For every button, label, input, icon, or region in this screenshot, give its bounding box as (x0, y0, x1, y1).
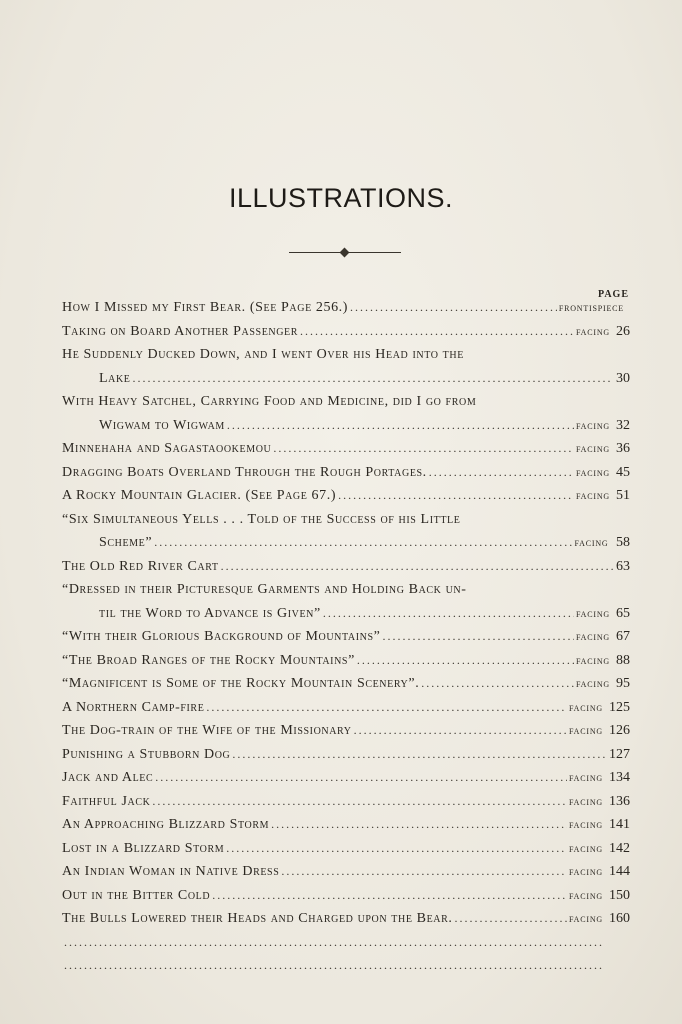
entry-position: facing (574, 535, 609, 549)
entry-title-line-2: til the Word to Advance is Given” (99, 605, 321, 621)
entry-title: Faithful Jack (62, 793, 151, 809)
entry-title: Lost in a Blizzard Storm (62, 840, 225, 856)
leader-dots (421, 672, 574, 696)
list-item (62, 320, 630, 344)
list-item (62, 437, 630, 461)
entry-title: “The Broad Ranges of the Rocky Mountains” (62, 652, 355, 668)
entry-page: 32 (616, 417, 630, 433)
entry-page: 134 (609, 770, 630, 785)
leader-dots (133, 367, 611, 391)
entry-title: The Bulls Lowered their Heads and Charged upon the Bear. (62, 911, 453, 926)
list-item (62, 343, 630, 390)
entry-title: Jack and Alec (62, 770, 154, 785)
entry-page: 141 (609, 817, 630, 832)
leader-dots (300, 320, 574, 344)
list-item (62, 578, 630, 625)
entry-title-line-2: Lake (99, 370, 131, 386)
entry-position: facing (576, 676, 610, 690)
entry-position: facing (576, 629, 610, 643)
list-item (62, 696, 630, 720)
list-item (62, 555, 630, 579)
entry-position: facing (569, 840, 603, 855)
list-item (62, 743, 630, 767)
leader-dots (357, 649, 574, 673)
entry-title: An Approaching Blizzard Storm (62, 817, 270, 832)
entry-position: facing (576, 652, 610, 667)
leader-dots (155, 766, 567, 790)
entry-page: 51 (616, 488, 630, 503)
entry-position: facing (576, 441, 610, 455)
entry-page: 26 (616, 323, 630, 339)
leader-dots (454, 907, 567, 931)
list-item (62, 813, 630, 837)
entry-position: frontispiece (558, 300, 624, 314)
leader-dots (154, 531, 572, 555)
entry-page: 88 (616, 652, 630, 668)
leader-dots (323, 602, 574, 626)
entry-page: 65 (616, 605, 630, 621)
list-item (62, 860, 630, 884)
entry-title-line-2: Scheme” (99, 535, 153, 550)
leader-dots (226, 837, 567, 861)
list-item (62, 931, 630, 955)
list-item (62, 649, 630, 673)
entry-position: facing (576, 605, 610, 620)
entry-position: facing (569, 699, 603, 714)
entry-title: The Old Red River Cart (62, 558, 219, 574)
entry-title: Punishing a Stubborn Dog (62, 746, 231, 762)
list-item (62, 625, 630, 649)
leader-dots (273, 437, 574, 461)
leader-dots (206, 696, 567, 720)
entry-position: facing (569, 723, 603, 737)
leader-dots (281, 860, 567, 884)
entry-page: 160 (609, 911, 630, 926)
page-title: ILLUSTRATIONS. (228, 183, 454, 213)
entry-title: Out in the Bitter Cold (62, 887, 211, 903)
entry-title-line-2: Wigwam to Wigwam (99, 417, 225, 433)
entry-position: facing (576, 488, 610, 502)
leader-dots (350, 296, 557, 320)
list-item (62, 837, 630, 861)
list-item (62, 508, 630, 555)
entry-position: facing (569, 864, 603, 878)
entry-position: facing (576, 323, 610, 338)
entry-page: 67 (616, 629, 630, 644)
entry-page: 58 (616, 535, 630, 550)
list-item (62, 766, 630, 790)
entry-title-line-1: “Six Simultaneous Yells . . . Told of the Success of his Little (62, 511, 461, 527)
entry-position: facing (576, 417, 610, 432)
list-item (62, 296, 630, 320)
entry-page: 144 (609, 864, 630, 879)
entry-page: 36 (616, 441, 630, 456)
entry-title-line-1: With Heavy Satchel, Carrying Food and Medicine, did I go from (62, 394, 477, 409)
entry-title: The Dog-train of the Wife of the Missionary (62, 723, 352, 738)
leader-dots (338, 484, 574, 508)
entry-title: An Indian Woman in Native Dress (62, 864, 280, 879)
entry-page: 63 (616, 558, 630, 574)
leader-dots (221, 555, 614, 579)
entry-page: 45 (616, 464, 630, 480)
leader-dots (152, 790, 567, 814)
entry-title-line-1: He Suddenly Ducked Down, and I went Over his Head into the (62, 347, 464, 362)
leader-dots (232, 743, 607, 767)
entry-title-line-1: “Dressed in their Picturesque Garments and Holding Back un- (62, 582, 467, 597)
leader-dots (64, 954, 602, 978)
entry-title: A Rocky Mountain Glacier. (See Page 67.) (62, 488, 337, 503)
list-item (62, 672, 630, 696)
entry-title: Taking on Board Another Passenger (62, 323, 299, 339)
list-item (62, 790, 630, 814)
entry-position: facing (569, 887, 603, 902)
entry-position: facing (569, 817, 603, 831)
entry-title: Dragging Boats Overland Through the Rough Portages. (62, 464, 427, 480)
entry-page: 127 (609, 746, 630, 762)
entry-page: 136 (609, 793, 630, 809)
leader-dots (64, 931, 602, 955)
leader-dots (382, 625, 574, 649)
entry-position: facing (569, 911, 603, 925)
entry-title: A Northern Camp-fire (62, 699, 205, 715)
leader-dots (227, 414, 574, 438)
entry-page: 150 (609, 887, 630, 903)
entry-page: 125 (609, 699, 630, 715)
entry-position: facing (569, 793, 603, 808)
entry-position: facing (569, 770, 603, 784)
entry-title: “With their Glorious Background of Mountains” (62, 629, 381, 644)
entry-title: How I Missed my First Bear. (See Page 256.) (62, 300, 349, 315)
leader-dots (354, 719, 567, 743)
illustrations-list (62, 296, 630, 978)
entry-page: 142 (609, 840, 630, 856)
leader-dots (212, 884, 567, 908)
list-item (62, 907, 630, 931)
list-item (62, 390, 630, 437)
page-column-header: PAGE (597, 289, 629, 300)
entry-position: facing (576, 464, 610, 479)
leader-dots (429, 461, 574, 485)
list-item (62, 719, 630, 743)
ornamental-rule-diamond (340, 248, 350, 258)
entry-title: “Magnificent is Some of the Rocky Mountain Scenery”. (62, 676, 420, 691)
entry-page: 95 (616, 676, 630, 691)
list-item (62, 954, 630, 978)
list-item (62, 461, 630, 485)
entry-page: 126 (609, 723, 630, 738)
list-item (62, 484, 630, 508)
leader-dots (271, 813, 567, 837)
entry-page: 30 (616, 370, 630, 386)
list-item (62, 884, 630, 908)
entry-title: Minnehaha and Sagastaookemou (62, 441, 272, 456)
